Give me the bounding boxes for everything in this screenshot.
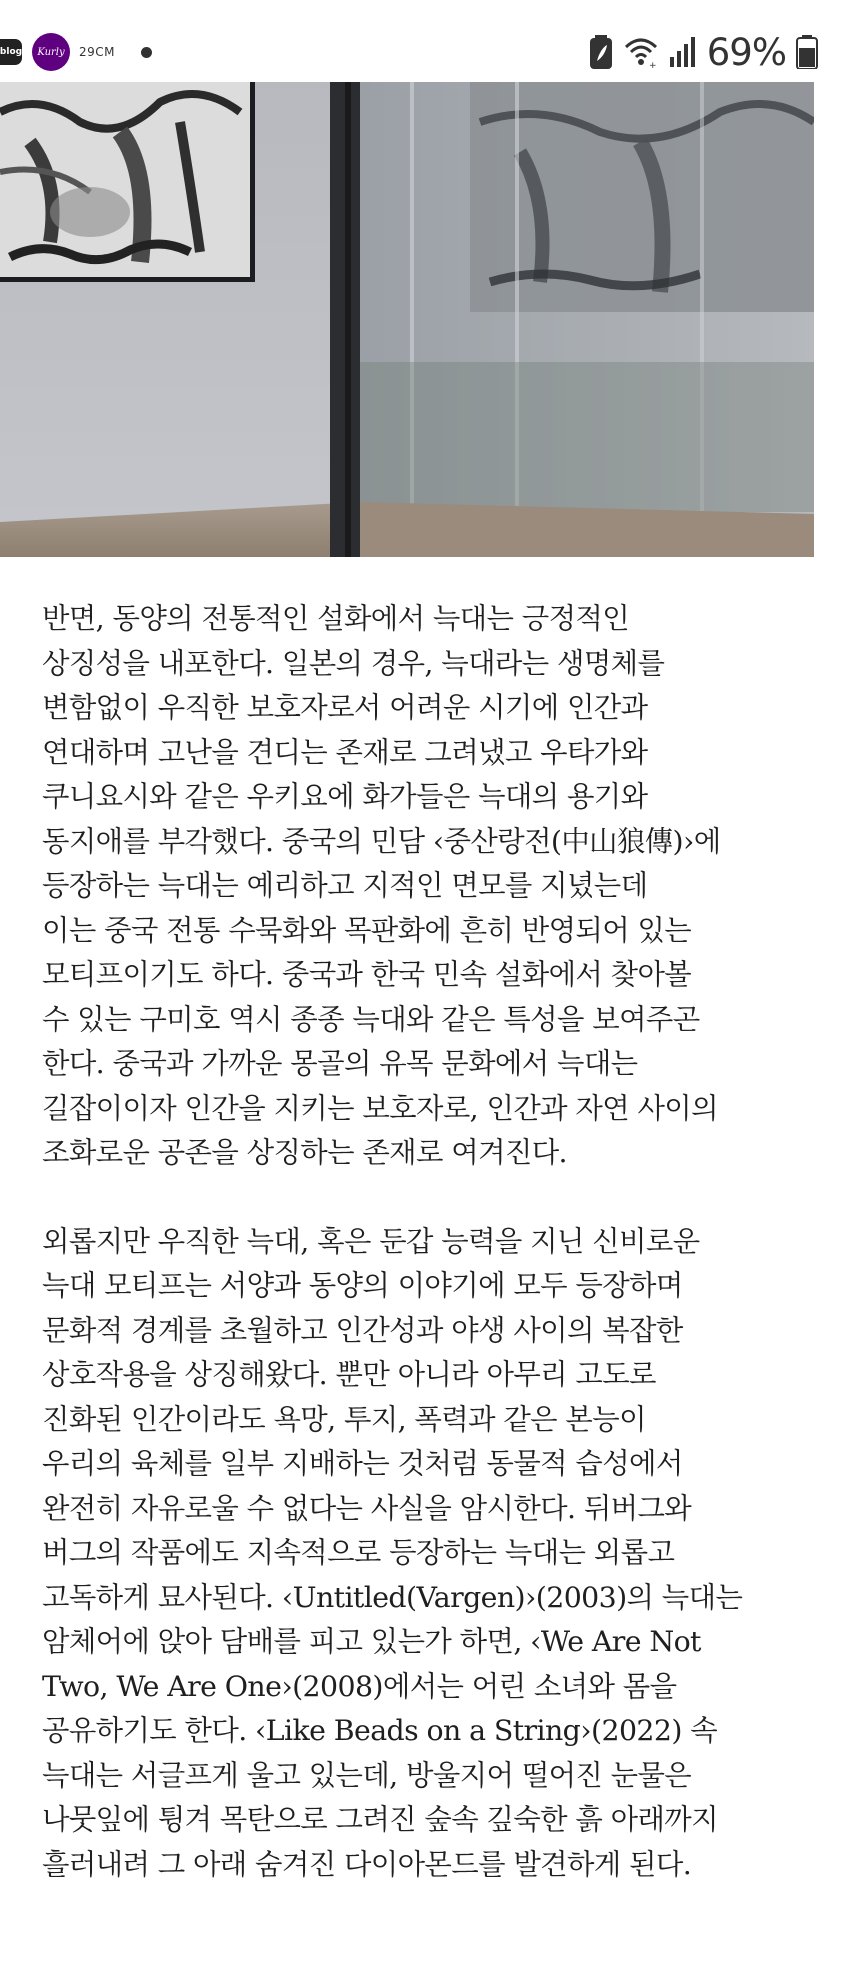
battery-icon xyxy=(796,35,818,69)
blog-icon xyxy=(0,39,22,65)
paragraph-line: 쿠니요시와 같은 우키요에 화가들은 늑대의 용기와 xyxy=(42,780,648,813)
paragraph-line: 변함없이 우직한 보호자로서 어려운 시기에 인간과 xyxy=(42,691,648,724)
status-bar xyxy=(0,0,854,82)
article-paragraph-2 xyxy=(42,1220,822,1888)
article-paragraph-1 xyxy=(42,597,822,1176)
notification-dot-icon xyxy=(141,47,152,58)
paragraph-line: 우리의 육체를 일부 지배하는 것처럼 동물적 습성에서 xyxy=(42,1447,683,1480)
wifi-icon xyxy=(623,35,659,69)
paragraph-line: 한다. 중국과 가까운 몽골의 유목 문화에서 늑대는 xyxy=(42,1047,638,1080)
paragraph-line: 동지애를 부각했다. 중국의 민담 ‹중산랑전(中山狼傳)›에 xyxy=(42,824,721,858)
paragraph-line: 늑대 모티프는 서양과 동양의 이야기에 모두 등장하며 xyxy=(42,1269,683,1302)
paragraph-line: 완전히 자유로울 수 없다는 사실을 암시한다. 뒤버그와 xyxy=(42,1491,692,1525)
paragraph-line: 외롭지만 우직한 늑대, 혹은 둔갑 능력을 지닌 신비로운 xyxy=(42,1224,700,1258)
paragraph-line: 고독하게 묘사된다. ‹Untitled(Vargen)›(2003)의 늑대는 xyxy=(42,1580,743,1614)
gallery-artwork-image xyxy=(0,82,814,557)
paragraph-line: 문화적 경계를 초월하고 인간성과 야생 사이의 복잡한 xyxy=(42,1313,683,1347)
paragraph-line: 상호작용을 상징해왔다. 뿐만 아니라 아무리 고도로 xyxy=(42,1358,656,1391)
paragraph-line: 조화로운 공존을 상징하는 존재로 여겨진다. xyxy=(42,1136,567,1169)
paragraph-line: 버그의 작품에도 지속적으로 등장하는 늑대는 외롭고 xyxy=(42,1536,675,1569)
kurly-app-icon xyxy=(32,33,70,71)
kurly-label: Kurly xyxy=(37,46,65,58)
paragraph-line: Two, We Are One›(2008)에서는 어린 소녀와 몸을 xyxy=(42,1669,677,1703)
paragraph-line: 수 있는 구미호 역시 종종 늑대와 같은 특성을 보여주곤 xyxy=(42,1002,700,1036)
paragraph-line: 상징성을 내포한다. 일본의 경우, 늑대라는 생명체를 xyxy=(42,646,665,680)
paragraph-line: 연대하며 고난을 견디는 존재로 그려냈고 우타가와 xyxy=(42,735,648,769)
paragraph-line: 공유하기도 한다. ‹Like Beads on a String›(2022) 속 xyxy=(42,1714,718,1747)
article-body xyxy=(42,597,822,1887)
battery-saver-icon xyxy=(589,35,613,69)
paragraph-line: 나뭇잎에 튕겨 목탄으로 그려진 숲속 깊숙한 흙 아래까지 xyxy=(42,1803,718,1836)
signal-icon xyxy=(669,37,697,67)
paragraph-line: 늑대는 서글프게 울고 있는데, 방울지어 떨어진 눈물은 xyxy=(42,1758,692,1792)
svg-text:+: + xyxy=(648,61,657,69)
paragraph-line: 진화된 인간이라도 욕망, 투지, 폭력과 같은 본능이 xyxy=(42,1402,646,1436)
status-bar-right xyxy=(589,30,818,74)
paragraph-line: 등장하는 늑대는 예리하고 지적인 면모를 지녔는데 xyxy=(42,869,648,902)
paragraph-line: 흘러내려 그 아래 숨겨진 다이아몬드를 발견하게 된다. xyxy=(42,1847,692,1881)
paragraph-line: 이는 중국 전통 수묵화와 목판화에 흔히 반영되어 있는 xyxy=(42,913,692,947)
paragraph-line: 암체어에 앉아 담배를 피고 있는가 하면, ‹We Are Not xyxy=(42,1625,701,1658)
battery-percent: 69% xyxy=(706,30,786,74)
blog-badge-label: blog xyxy=(0,47,22,57)
status-bar-left xyxy=(0,30,152,74)
paragraph-line: 모티프이기도 하다. 중국과 한국 민속 설화에서 찾아볼 xyxy=(42,958,692,991)
cm-notification-label: 29CM xyxy=(79,45,116,59)
paragraph-line: 길잡이이자 인간을 지키는 보호자로, 인간과 자연 사이의 xyxy=(42,1091,718,1125)
paragraph-line: 반면, 동양의 전통적인 설화에서 늑대는 긍정적인 xyxy=(42,602,630,635)
